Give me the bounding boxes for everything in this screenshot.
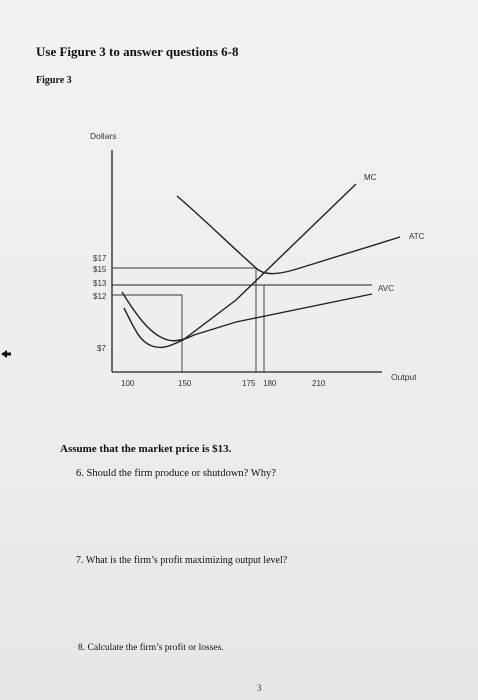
question-intro: Assume that the market price is $13. xyxy=(60,443,232,455)
y-tick-label: $7 xyxy=(97,344,106,353)
y-tick-label: $13 xyxy=(93,279,107,288)
x-tick-label: 175 xyxy=(242,379,256,388)
x-axis-label: Output xyxy=(391,372,417,382)
question-6: 6. Should the firm produce or shutdown? Why? xyxy=(76,468,276,479)
question-8: 8. Calculate the firm’s profit or losses. xyxy=(78,643,224,653)
figure-label: Figure 3 xyxy=(36,75,72,86)
question-7: 7. What is the firm’s profit maximizing output level? xyxy=(76,555,288,566)
atc-curve xyxy=(177,196,400,274)
y-tick-label: $15 xyxy=(93,265,107,274)
x-tick-label: 180 xyxy=(263,379,277,388)
arrow-left-icon xyxy=(0,348,12,360)
x-tick-label: 210 xyxy=(312,379,326,388)
y-axis-label: Dollars xyxy=(90,131,117,141)
atc-label: ATC xyxy=(409,232,425,241)
page-heading: Use Figure 3 to answer questions 6-8 xyxy=(36,44,239,59)
x-tick-label: 100 xyxy=(121,379,135,388)
page-number: 3 xyxy=(257,683,262,693)
avc-curve xyxy=(122,292,372,341)
y-tick-label: $17 xyxy=(93,254,107,263)
y-tick-label: $12 xyxy=(93,292,107,301)
x-tick-label: 150 xyxy=(178,379,192,388)
mc-curve xyxy=(124,184,356,347)
mc-label: MC xyxy=(364,173,377,182)
avc-label: AVC xyxy=(378,284,394,293)
